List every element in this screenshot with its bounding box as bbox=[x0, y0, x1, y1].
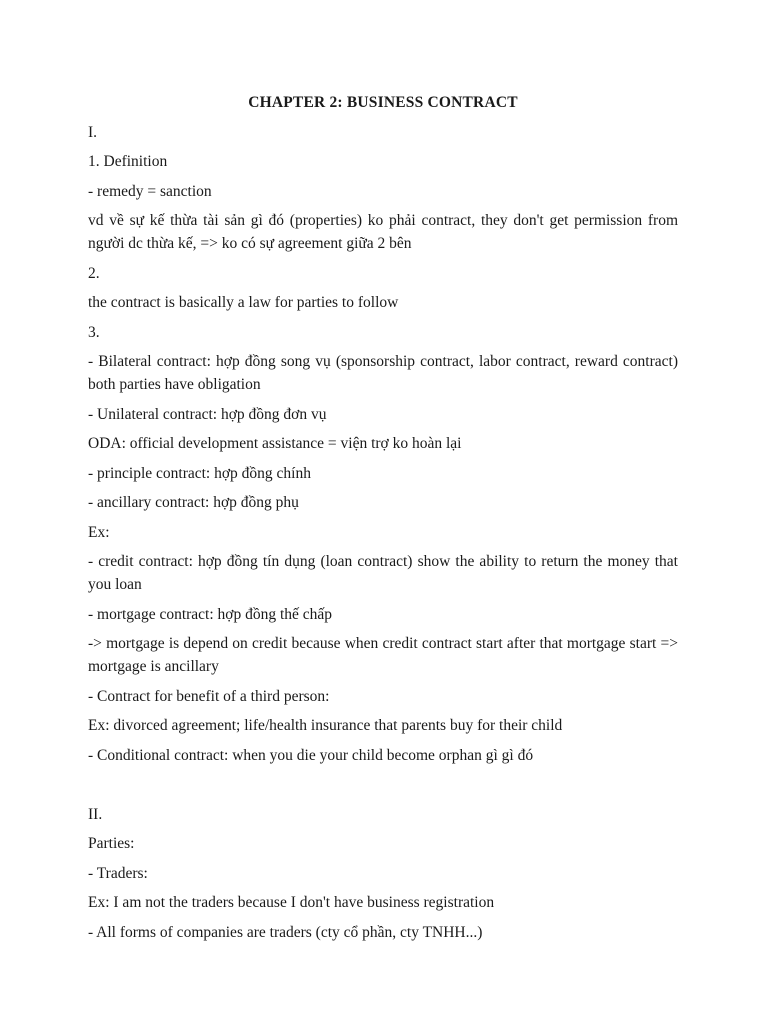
paragraph: the contract is basically a law for parties to follow bbox=[88, 294, 399, 311]
paragraph: - mortgage contract: hợp đồng thế chấp bbox=[88, 605, 333, 623]
paragraph bbox=[88, 773, 678, 796]
paragraph: - All forms of companies are traders (cty cổ phần, cty TNHH...) bbox=[88, 923, 483, 941]
paragraph: Ex: divorced agreement; life/health insurance that parents buy for their child bbox=[88, 717, 563, 734]
paragraph: -> mortgage is depend on credit because when credit contract start after that mortgage start => mortgage is ancillary bbox=[88, 635, 678, 675]
paragraph: Ex: bbox=[88, 523, 110, 541]
paragraph: ODA: official development assistance = viện trợ ko hoàn lại bbox=[88, 435, 462, 452]
paragraph: - Bilateral contract: hợp đồng song vụ (sponsorship contract, labor contract, reward contract) both parties have obligation bbox=[88, 353, 678, 393]
paragraph: 2. bbox=[88, 264, 100, 282]
paragraph: - Unilateral contract: hợp đồng đơn vụ bbox=[88, 405, 327, 423]
paragraph: 1. Definition bbox=[88, 153, 168, 170]
paragraph: - credit contract: hợp đồng tín dụng (loan contract) show the ability to return the money that you loan bbox=[88, 553, 678, 593]
paragraph: II. bbox=[88, 805, 103, 823]
paragraph: - Conditional contract: when you die your child become orphan gì gì đó bbox=[88, 746, 534, 764]
paragraph: - ancillary contract: hợp đồng phụ bbox=[88, 494, 299, 511]
paragraph: - remedy = sanction bbox=[88, 182, 212, 200]
page-title: CHAPTER 2: BUSINESS CONTRACT bbox=[248, 94, 518, 111]
paragraph: - Contract for benefit of a third person: bbox=[88, 687, 330, 705]
paragraph: - principle contract: hợp đồng chính bbox=[88, 464, 311, 482]
paragraph: 3. bbox=[88, 323, 100, 341]
paragraph: Parties: bbox=[88, 835, 135, 852]
paragraph: vd về sự kế thừa tài sản gì đó (properties) ko phải contract, they don't get permission from người dc thừa kế, => ko có sự agreement giữa 2 bên bbox=[88, 212, 678, 252]
document-body bbox=[88, 121, 678, 944]
paragraph: - Traders: bbox=[88, 864, 148, 882]
paragraph: I. bbox=[88, 123, 98, 141]
paragraph: Ex: I am not the traders because I don't have business registration bbox=[88, 894, 495, 911]
